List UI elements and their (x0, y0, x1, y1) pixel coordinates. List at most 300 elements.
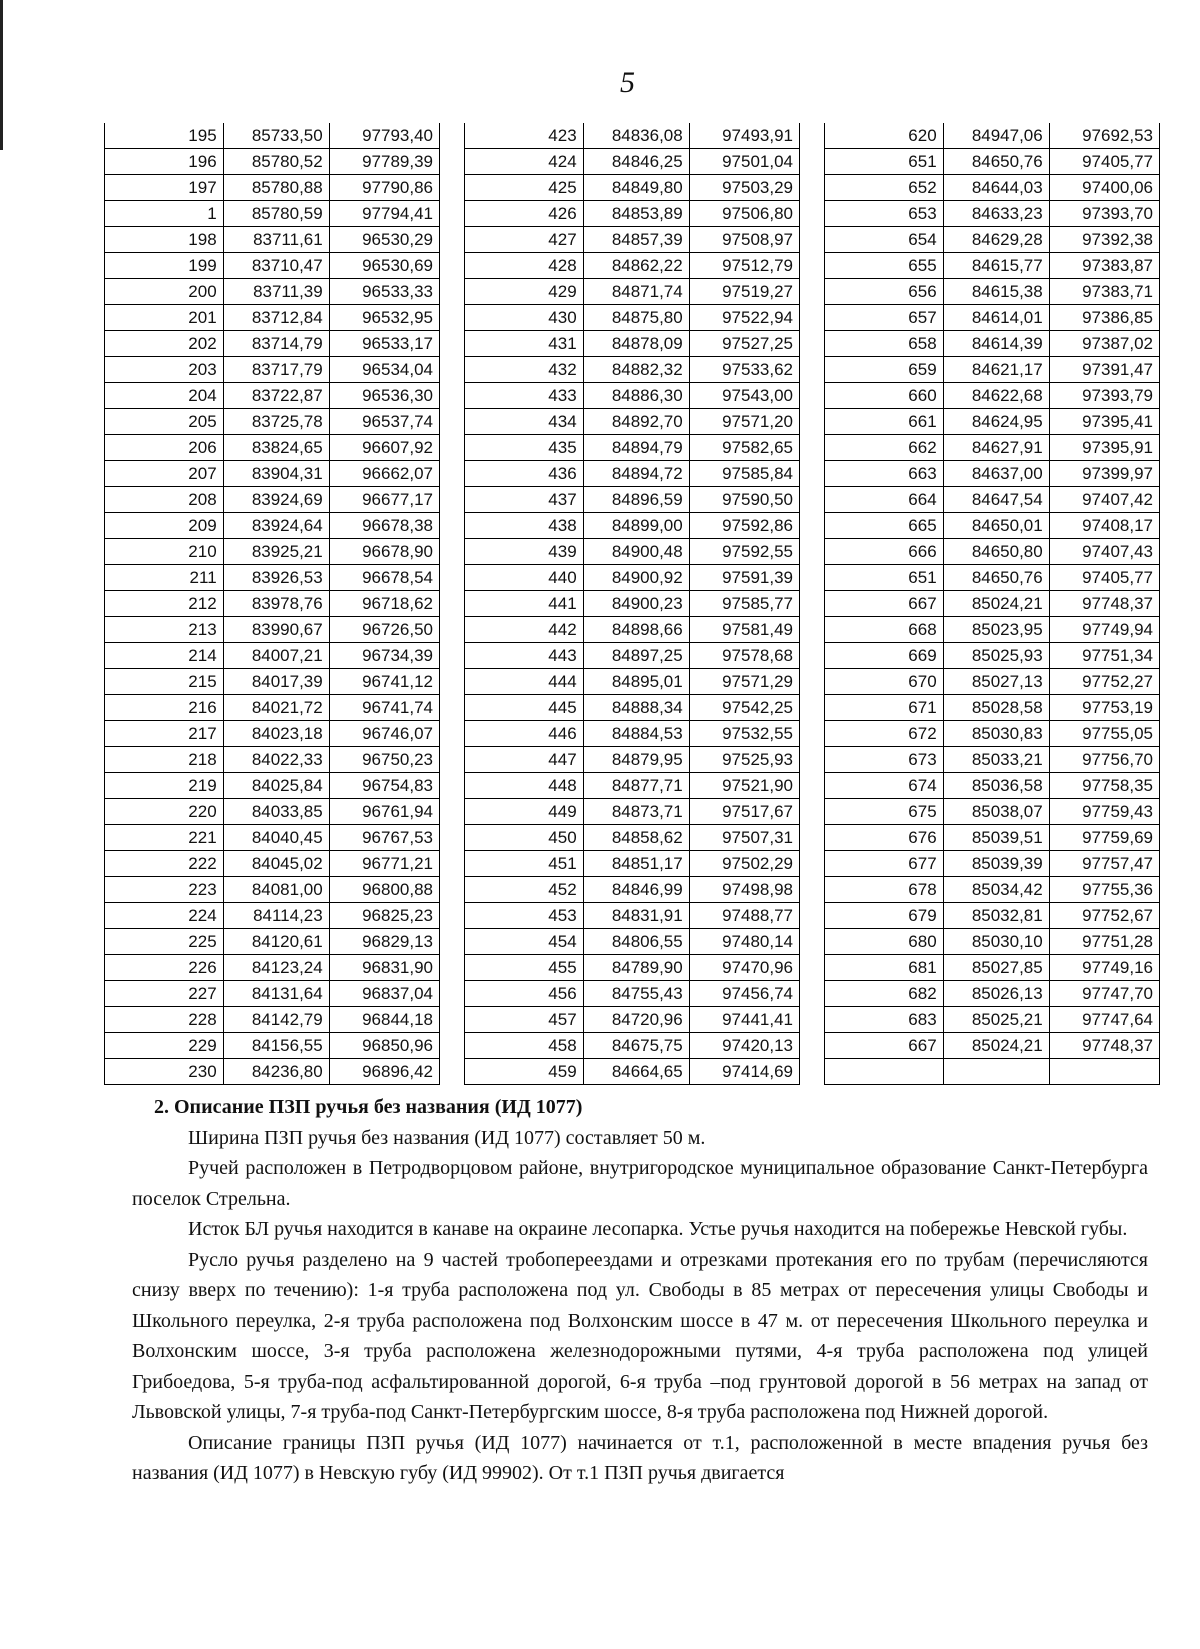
x-coordinate-cell: 84081,00 (223, 877, 329, 903)
table-row (825, 773, 1160, 799)
x-coordinate-cell: 84025,84 (223, 773, 329, 799)
y-coordinate-cell: 97585,84 (689, 461, 799, 487)
table-row (825, 1059, 1160, 1085)
y-coordinate-cell: 97522,94 (689, 305, 799, 331)
table-row (465, 617, 800, 643)
point-number-cell: 216 (105, 695, 224, 721)
y-coordinate-cell: 97543,00 (689, 383, 799, 409)
y-coordinate-cell: 96741,74 (329, 695, 439, 721)
point-number-cell: 653 (825, 201, 944, 227)
y-coordinate-cell: 96677,17 (329, 487, 439, 513)
x-coordinate-cell: 84875,80 (583, 305, 689, 331)
y-coordinate-cell: 96767,53 (329, 825, 439, 851)
point-number-cell: 426 (465, 201, 584, 227)
table-row (825, 513, 1160, 539)
table-row (105, 149, 440, 175)
x-coordinate-cell: 84637,00 (943, 461, 1049, 487)
x-coordinate-cell: 84040,45 (223, 825, 329, 851)
x-coordinate-cell: 85030,10 (943, 929, 1049, 955)
table-row (825, 383, 1160, 409)
point-number-cell: 208 (105, 487, 224, 513)
point-number-cell: 1 (105, 201, 224, 227)
coordinates-table-1 (104, 123, 440, 1085)
table-row (465, 565, 800, 591)
point-number-cell: 223 (105, 877, 224, 903)
table-row (465, 435, 800, 461)
x-coordinate-cell: 84624,95 (943, 409, 1049, 435)
table-row (105, 227, 440, 253)
table-row (825, 461, 1160, 487)
table-row (105, 591, 440, 617)
point-number-cell: 230 (105, 1059, 224, 1085)
coordinates-table-2 (464, 123, 800, 1085)
x-coordinate-cell: 84022,33 (223, 747, 329, 773)
point-number-cell: 198 (105, 227, 224, 253)
x-coordinate-cell: 84650,76 (943, 565, 1049, 591)
x-coordinate-cell: 84896,59 (583, 487, 689, 513)
y-coordinate-cell: 96741,12 (329, 669, 439, 695)
x-coordinate-cell: 84894,72 (583, 461, 689, 487)
point-number-cell: 652 (825, 175, 944, 201)
table-row (465, 383, 800, 409)
point-number-cell: 432 (465, 357, 584, 383)
table-row (465, 253, 800, 279)
table-row (465, 643, 800, 669)
table-row (825, 643, 1160, 669)
point-number-cell: 200 (105, 279, 224, 305)
y-coordinate-cell: 97794,41 (329, 201, 439, 227)
x-coordinate-cell: 84650,76 (943, 149, 1049, 175)
y-coordinate-cell: 97749,94 (1049, 617, 1159, 643)
table-row (105, 513, 440, 539)
point-number-cell: 656 (825, 279, 944, 305)
table-row (465, 929, 800, 955)
y-coordinate-cell: 96829,13 (329, 929, 439, 955)
table-row (105, 279, 440, 305)
x-coordinate-cell: 83978,76 (223, 591, 329, 617)
table-row (105, 773, 440, 799)
x-coordinate-cell: 84857,39 (583, 227, 689, 253)
y-coordinate-cell: 96746,07 (329, 721, 439, 747)
table-row (105, 695, 440, 721)
point-number-cell: 661 (825, 409, 944, 435)
y-coordinate-cell: 97585,77 (689, 591, 799, 617)
y-coordinate-cell: 97532,55 (689, 721, 799, 747)
table-row (465, 123, 800, 149)
x-coordinate-cell: 84851,17 (583, 851, 689, 877)
x-coordinate-cell: 84114,23 (223, 903, 329, 929)
y-coordinate-cell: 96534,04 (329, 357, 439, 383)
table-row (825, 1007, 1160, 1033)
point-number-cell: 428 (465, 253, 584, 279)
table-row (825, 539, 1160, 565)
y-coordinate-cell: 97441,41 (689, 1007, 799, 1033)
x-coordinate-cell: 85027,85 (943, 955, 1049, 981)
x-coordinate-cell: 84858,62 (583, 825, 689, 851)
coordinates-table-3 (824, 123, 1160, 1085)
point-number-cell: 454 (465, 929, 584, 955)
table-row (465, 409, 800, 435)
table-row (105, 409, 440, 435)
y-coordinate-cell: 97752,27 (1049, 669, 1159, 695)
table-row (105, 955, 440, 981)
x-coordinate-cell: 83824,65 (223, 435, 329, 461)
point-number-cell: 440 (465, 565, 584, 591)
table-row (465, 799, 800, 825)
point-number-cell: 196 (105, 149, 224, 175)
table-row (825, 149, 1160, 175)
x-coordinate-cell: 84898,66 (583, 617, 689, 643)
x-coordinate-cell: 85028,58 (943, 695, 1049, 721)
point-number-cell: 220 (105, 799, 224, 825)
table-row (465, 513, 800, 539)
y-coordinate-cell: 97793,40 (329, 123, 439, 149)
point-number-cell: 444 (465, 669, 584, 695)
x-coordinate-cell: 83924,69 (223, 487, 329, 513)
table-row (825, 669, 1160, 695)
y-coordinate-cell: 97749,16 (1049, 955, 1159, 981)
y-coordinate-cell: 97519,27 (689, 279, 799, 305)
section-heading: 2. Описание ПЗП ручья без названия (ИД 1077) (154, 1096, 583, 1118)
y-coordinate-cell: 96771,21 (329, 851, 439, 877)
y-coordinate-cell: 96726,50 (329, 617, 439, 643)
point-number-cell: 671 (825, 695, 944, 721)
point-number-cell: 664 (825, 487, 944, 513)
x-coordinate-cell: 85780,88 (223, 175, 329, 201)
x-coordinate-cell: 83722,87 (223, 383, 329, 409)
table-row (825, 123, 1160, 149)
x-coordinate-cell: 84900,92 (583, 565, 689, 591)
point-number-cell: 215 (105, 669, 224, 695)
point-number-cell: 219 (105, 773, 224, 799)
x-coordinate-cell: 83925,21 (223, 539, 329, 565)
x-coordinate-cell: 83990,67 (223, 617, 329, 643)
point-number-cell: 655 (825, 253, 944, 279)
y-coordinate-cell: 97420,13 (689, 1033, 799, 1059)
table-row (465, 851, 800, 877)
y-coordinate-cell: 97751,34 (1049, 643, 1159, 669)
point-number-cell: 450 (465, 825, 584, 851)
point-number-cell: 433 (465, 383, 584, 409)
y-coordinate-cell: 96533,17 (329, 331, 439, 357)
x-coordinate-cell: 85032,81 (943, 903, 1049, 929)
point-number-cell: 667 (825, 1033, 944, 1059)
x-coordinate-cell: 83717,79 (223, 357, 329, 383)
table-row (105, 851, 440, 877)
point-number-cell: 663 (825, 461, 944, 487)
table-row (825, 175, 1160, 201)
table-row (105, 721, 440, 747)
y-coordinate-cell: 96678,90 (329, 539, 439, 565)
y-coordinate-cell: 97751,28 (1049, 929, 1159, 955)
x-coordinate-cell: 84853,89 (583, 201, 689, 227)
y-coordinate-cell: 97758,35 (1049, 773, 1159, 799)
table-row (105, 253, 440, 279)
table-row (825, 331, 1160, 357)
paragraph-boundary-description: Описание границы ПЗП ручья (ИД 1077) начинается от т.1, расположенной в месте впадения ручья без названия (ИД 1077) в Невскую губу (ИД 99902). От т.1 ПЗП ручья двигается (132, 1431, 1148, 1484)
x-coordinate-cell: 83924,64 (223, 513, 329, 539)
x-coordinate-cell: 85023,95 (943, 617, 1049, 643)
x-coordinate-cell: 84236,80 (223, 1059, 329, 1085)
table-row (105, 903, 440, 929)
y-coordinate-cell: 97407,42 (1049, 487, 1159, 513)
table-row (465, 227, 800, 253)
scan-edge-line (0, 0, 3, 150)
table-row (105, 1059, 440, 1085)
point-number-cell: 457 (465, 1007, 584, 1033)
point-number-cell: 443 (465, 643, 584, 669)
point-number-cell: 225 (105, 929, 224, 955)
table-row (825, 825, 1160, 851)
y-coordinate-cell: 96678,54 (329, 565, 439, 591)
x-coordinate-cell: 83714,79 (223, 331, 329, 357)
point-number-cell: 451 (465, 851, 584, 877)
table-row (105, 825, 440, 851)
x-coordinate-cell: 84621,17 (943, 357, 1049, 383)
y-coordinate-cell: 97506,80 (689, 201, 799, 227)
x-coordinate-cell: 85025,21 (943, 1007, 1049, 1033)
point-number-cell: 680 (825, 929, 944, 955)
y-coordinate-cell: 97507,31 (689, 825, 799, 851)
point-number-cell: 670 (825, 669, 944, 695)
y-coordinate-cell: 97759,43 (1049, 799, 1159, 825)
x-coordinate-cell: 85033,21 (943, 747, 1049, 773)
point-number-cell: 210 (105, 539, 224, 565)
x-coordinate-cell: 84614,39 (943, 331, 1049, 357)
point-number-cell: 197 (105, 175, 224, 201)
x-coordinate-cell: 84846,99 (583, 877, 689, 903)
point-number-cell: 662 (825, 435, 944, 461)
y-coordinate-cell: 97392,38 (1049, 227, 1159, 253)
y-coordinate-cell: 97383,71 (1049, 279, 1159, 305)
y-coordinate-cell: 97592,86 (689, 513, 799, 539)
x-coordinate-cell: 84862,22 (583, 253, 689, 279)
x-coordinate-cell: 84873,71 (583, 799, 689, 825)
table-row (825, 357, 1160, 383)
y-coordinate-cell: 97692,53 (1049, 123, 1159, 149)
table-row (465, 773, 800, 799)
x-coordinate-cell (943, 1059, 1049, 1085)
x-coordinate-cell: 84871,74 (583, 279, 689, 305)
x-coordinate-cell: 84755,43 (583, 981, 689, 1007)
table-row (825, 903, 1160, 929)
x-coordinate-cell: 85034,42 (943, 877, 1049, 903)
y-coordinate-cell: 97747,70 (1049, 981, 1159, 1007)
y-coordinate-cell: 97578,68 (689, 643, 799, 669)
table-row (825, 851, 1160, 877)
x-coordinate-cell: 84879,95 (583, 747, 689, 773)
x-coordinate-cell: 84897,25 (583, 643, 689, 669)
y-coordinate-cell: 97502,29 (689, 851, 799, 877)
y-coordinate-cell: 96530,29 (329, 227, 439, 253)
y-coordinate-cell: 97527,25 (689, 331, 799, 357)
x-coordinate-cell: 84900,48 (583, 539, 689, 565)
y-coordinate-cell: 97387,02 (1049, 331, 1159, 357)
table-row (825, 617, 1160, 643)
table-row (465, 1033, 800, 1059)
table-row (105, 357, 440, 383)
y-coordinate-cell: 97755,05 (1049, 721, 1159, 747)
table-row (105, 929, 440, 955)
point-number-cell: 459 (465, 1059, 584, 1085)
point-number-cell: 437 (465, 487, 584, 513)
point-number-cell: 665 (825, 513, 944, 539)
point-number-cell: 448 (465, 773, 584, 799)
point-number-cell: 227 (105, 981, 224, 1007)
point-number-cell: 202 (105, 331, 224, 357)
y-coordinate-cell: 97512,79 (689, 253, 799, 279)
y-coordinate-cell: 96750,23 (329, 747, 439, 773)
point-number-cell: 214 (105, 643, 224, 669)
point-number-cell: 211 (105, 565, 224, 591)
x-coordinate-cell: 84120,61 (223, 929, 329, 955)
y-coordinate-cell: 97383,87 (1049, 253, 1159, 279)
x-coordinate-cell: 84633,23 (943, 201, 1049, 227)
y-coordinate-cell: 96761,94 (329, 799, 439, 825)
x-coordinate-cell: 85039,39 (943, 851, 1049, 877)
y-coordinate-cell: 97408,17 (1049, 513, 1159, 539)
table-row (465, 357, 800, 383)
y-coordinate-cell: 96825,23 (329, 903, 439, 929)
table-row (825, 591, 1160, 617)
point-number-cell: 682 (825, 981, 944, 1007)
table-row (465, 175, 800, 201)
x-coordinate-cell: 85733,50 (223, 123, 329, 149)
point-number-cell: 674 (825, 773, 944, 799)
x-coordinate-cell: 83710,47 (223, 253, 329, 279)
paragraph-location: Ручей расположен в Петродворцовом районе, внутригородское муниципальное образование Санкт-Петербурга поселок Стрельна. (132, 1157, 1148, 1210)
point-number-cell: 224 (105, 903, 224, 929)
table-row (825, 409, 1160, 435)
table-row (105, 799, 440, 825)
x-coordinate-cell: 83711,39 (223, 279, 329, 305)
y-coordinate-cell: 97393,79 (1049, 383, 1159, 409)
y-coordinate-cell: 97581,49 (689, 617, 799, 643)
y-coordinate-cell: 97542,25 (689, 695, 799, 721)
point-number-cell: 681 (825, 955, 944, 981)
y-coordinate-cell: 97582,65 (689, 435, 799, 461)
point-number-cell: 651 (825, 565, 944, 591)
y-coordinate-cell: 97480,14 (689, 929, 799, 955)
table-row (825, 695, 1160, 721)
x-coordinate-cell: 84720,96 (583, 1007, 689, 1033)
table-row (105, 565, 440, 591)
table-row (825, 799, 1160, 825)
y-coordinate-cell: 97748,37 (1049, 591, 1159, 617)
table-row (465, 903, 800, 929)
point-number-cell: 229 (105, 1033, 224, 1059)
point-number-cell: 458 (465, 1033, 584, 1059)
point-number-cell: 659 (825, 357, 944, 383)
point-number-cell: 455 (465, 955, 584, 981)
table-row (105, 877, 440, 903)
x-coordinate-cell: 84789,90 (583, 955, 689, 981)
table-row (105, 539, 440, 565)
point-number-cell: 673 (825, 747, 944, 773)
y-coordinate-cell: 97752,67 (1049, 903, 1159, 929)
table-row (825, 201, 1160, 227)
x-coordinate-cell: 84007,21 (223, 643, 329, 669)
x-coordinate-cell: 85038,07 (943, 799, 1049, 825)
point-number-cell: 683 (825, 1007, 944, 1033)
y-coordinate-cell: 96734,39 (329, 643, 439, 669)
point-number-cell: 218 (105, 747, 224, 773)
x-coordinate-cell: 84900,23 (583, 591, 689, 617)
point-number-cell: 429 (465, 279, 584, 305)
y-coordinate-cell: 97755,36 (1049, 877, 1159, 903)
table-row (825, 877, 1160, 903)
x-coordinate-cell: 85025,93 (943, 643, 1049, 669)
x-coordinate-cell: 85027,13 (943, 669, 1049, 695)
page-number: 5 (620, 66, 635, 99)
table-row (825, 253, 1160, 279)
table-row (105, 981, 440, 1007)
table-row (465, 331, 800, 357)
point-number-cell: 434 (465, 409, 584, 435)
x-coordinate-cell: 85036,58 (943, 773, 1049, 799)
x-coordinate-cell: 85024,21 (943, 591, 1049, 617)
point-number-cell: 677 (825, 851, 944, 877)
point-number-cell: 657 (825, 305, 944, 331)
point-number-cell: 445 (465, 695, 584, 721)
y-coordinate-cell: 96678,38 (329, 513, 439, 539)
y-coordinate-cell: 97592,55 (689, 539, 799, 565)
x-coordinate-cell: 84023,18 (223, 721, 329, 747)
point-number-cell: 221 (105, 825, 224, 851)
table-row (825, 721, 1160, 747)
point-number-cell: 213 (105, 617, 224, 643)
y-coordinate-cell: 96850,96 (329, 1033, 439, 1059)
point-number-cell: 203 (105, 357, 224, 383)
y-coordinate-cell: 96837,04 (329, 981, 439, 1007)
point-number-cell: 423 (465, 123, 584, 149)
table-row (105, 1007, 440, 1033)
x-coordinate-cell: 84033,85 (223, 799, 329, 825)
y-coordinate-cell (1049, 1059, 1159, 1085)
point-number-cell: 222 (105, 851, 224, 877)
x-coordinate-cell: 84892,70 (583, 409, 689, 435)
table-row (465, 669, 800, 695)
y-coordinate-cell: 97533,62 (689, 357, 799, 383)
y-coordinate-cell: 97748,37 (1049, 1033, 1159, 1059)
x-coordinate-cell: 84664,65 (583, 1059, 689, 1085)
table-row (105, 201, 440, 227)
point-number-cell: 679 (825, 903, 944, 929)
point-number-cell: 449 (465, 799, 584, 825)
table-row (465, 825, 800, 851)
point-number-cell: 427 (465, 227, 584, 253)
y-coordinate-cell: 97456,74 (689, 981, 799, 1007)
x-coordinate-cell: 84888,34 (583, 695, 689, 721)
table-row (105, 643, 440, 669)
x-coordinate-cell: 84806,55 (583, 929, 689, 955)
x-coordinate-cell: 83926,53 (223, 565, 329, 591)
y-coordinate-cell: 97753,19 (1049, 695, 1159, 721)
point-number-cell: 672 (825, 721, 944, 747)
table-row (105, 435, 440, 461)
x-coordinate-cell: 83711,61 (223, 227, 329, 253)
table-row (465, 695, 800, 721)
point-number-cell: 436 (465, 461, 584, 487)
x-coordinate-cell: 84899,00 (583, 513, 689, 539)
table-row (465, 149, 800, 175)
y-coordinate-cell: 97517,67 (689, 799, 799, 825)
y-coordinate-cell: 97391,47 (1049, 357, 1159, 383)
y-coordinate-cell: 97493,91 (689, 123, 799, 149)
x-coordinate-cell: 84947,06 (943, 123, 1049, 149)
point-number-cell: 438 (465, 513, 584, 539)
x-coordinate-cell: 84849,80 (583, 175, 689, 201)
